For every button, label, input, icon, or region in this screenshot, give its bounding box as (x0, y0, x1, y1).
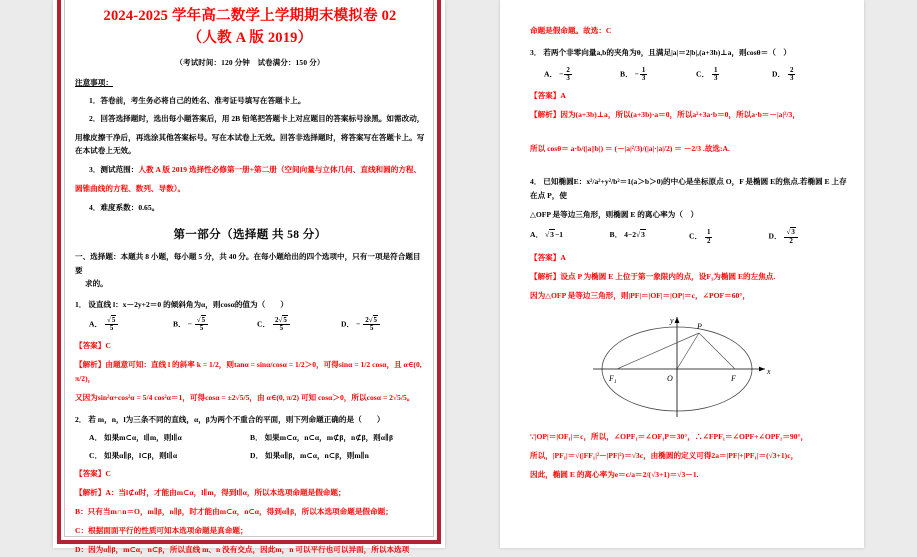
question-1-explanation (75, 358, 425, 388)
label-F1: $F_1$ (608, 374, 617, 385)
question-4-explanation-2: 因为△OFP 是等边三角形，则|PF|＝|OF|＝|OP|＝c，∠POF＝60°， (530, 289, 848, 304)
explanation-text: 由题意可知：直线 l 的斜率 k = 1/2，则tanα = sinα/cosα = 1/2＞0，可得sinα = 1/2 cosα，且 α∈(0, π/2)， (75, 360, 422, 384)
question-4-answer (530, 252, 848, 263)
label-y-axis: y (669, 316, 674, 325)
explanation-label: 【解析】 (75, 488, 105, 497)
question-4-option-a[interactable]: A． √ 3−1 (530, 229, 610, 245)
question-4-options (530, 229, 848, 245)
question-1-option-a[interactable]: A． √ $\frac{5}{5}$ (75, 317, 173, 333)
notice-item-3-scope: 人教 A 版 2019 选择性必修第一册+第二册（空间向量与立体几何、直线和圆的方程、 (138, 165, 421, 174)
question-2-stem (75, 413, 425, 427)
option-key: D． (341, 320, 354, 329)
part-one-heading: 第一部分（选择题 共 58 分） (75, 226, 425, 242)
answer-label: 【答案】 (75, 341, 105, 350)
question-4-text: 已知椭圆E：x²/a²+y²/b²＝1(a＞b＞0)的中心是坐标原点 O，F 是椭圆 E的焦点.若椭圆 E 上存在点 P，使 (530, 177, 847, 200)
question-3-option-c[interactable]: C． $\frac{1}{3}$ (696, 67, 772, 83)
question-4-stem (530, 175, 848, 203)
answer-value: A (560, 253, 565, 262)
question-4-option-b[interactable]: B． 4−2 √ 3 (610, 229, 690, 245)
notice-heading: 注意事项： (75, 77, 425, 88)
question-2-options-row1 (75, 432, 425, 443)
option-key: C． (689, 232, 702, 241)
option-key: A． (89, 433, 102, 442)
question-1-stem (75, 298, 425, 312)
option-key: B． (610, 230, 623, 239)
notice-item-2-cont: 用橡皮擦干净后，再选涂其他答案标号。写在本试卷上无效。回答非选择题时，将答案写在答题卡上。写在本试卷上无效。 (75, 131, 425, 158)
notice-item-4: 4．难度系数：0.65。 (75, 201, 425, 214)
question-2-option-a[interactable] (75, 432, 250, 443)
document-page-left (53, 0, 445, 548)
document-page-right (500, 0, 864, 548)
answer-value: A (560, 91, 565, 100)
exam-meta: （考试时间：120 分钟 试卷满分：150 分） (75, 57, 425, 68)
label-F: F (730, 374, 736, 383)
question-1-options (75, 317, 425, 333)
y-axis-arrow (675, 317, 680, 323)
answer-label: 【答案】 (530, 253, 560, 262)
question-2-explanation-tail: 命题是假命题。故选：C (530, 24, 848, 39)
exam-title-line1: 2024-2025 学年高二数学上学期期末模拟卷 02 (75, 6, 425, 27)
answer-label: 【答案】 (75, 469, 105, 478)
question-4-explanation-4: 所以，|PF₁|＝√(|FF₁|²－|PF|²)＝√3c，由椭圆的定义可得2a＝|PF|+|PF₁|＝(√3+1)c， (530, 449, 848, 464)
question-1-option-d[interactable]: D． − $\frac{2 √ 5}{5}$ (341, 317, 425, 333)
notice-item-1: 1．答卷前，考生务必将自己的姓名、准考证号填写在答题卡上。 (75, 94, 425, 107)
option-key: C． (696, 69, 709, 78)
option-key: B． (250, 433, 263, 442)
question-2-options-row2 (75, 450, 425, 461)
question-2-explanation-c: C：根据面面平行的性质可知本选项命题是真命题； (75, 524, 425, 539)
option-key: C． (89, 451, 102, 460)
label-x-axis: x (766, 367, 771, 376)
question-4-explanation-3: ∵|OP|＝|OF₁|＝c，所以，∠OPF₁＝∠OF₁P＝30°，∴∠FPF₁＝∠OPF+∠OPF₁＝90°， (530, 430, 848, 445)
label-P: P (696, 322, 702, 331)
question-2-option-b[interactable] (250, 432, 425, 443)
answer-value: C (105, 469, 110, 478)
question-1-option-b[interactable]: B． − √ $\frac{5}{5}$ (173, 317, 257, 333)
question-3-answer (530, 90, 848, 101)
option-key: C． (257, 320, 270, 329)
option-key: D． (769, 232, 782, 241)
question-2-answer (75, 468, 425, 479)
question-3-number: 3． (530, 48, 541, 57)
segment-F-P (699, 333, 735, 369)
option-key: D． (772, 69, 785, 78)
explanation-text: 设点 P 为椭圆 E 上位于第一象限内的点，设F₁为椭圆 E的左焦点. (560, 272, 775, 281)
question-2-number: 2． (75, 415, 86, 424)
question-2-explanation-b: B：只有当m∩n＝O，m∥β，n∥β，时才能由m⊂α，n⊂α，得到α∥β，所以本选项命题是假命题； (75, 505, 425, 520)
option-text: 如果α∥β，m⊂α，n⊂β，则m∥n (265, 451, 369, 460)
question-1-answer (75, 340, 425, 351)
explanation-text: 因为(a+3b)⊥a，所以(a+3b)·a＝0，所以a²+3a·b＝0，所以a·b＝－|a|²/3， (560, 110, 800, 119)
segment-O-P (677, 333, 699, 369)
question-1-number: 1． (75, 300, 86, 309)
option-key: B． (620, 69, 633, 78)
x-axis-arrow (759, 367, 765, 372)
question-2-explanation-d: D：因为α∥β，m⊂α，n⊂β，所以直线 m、n 没有交点，因此m，n 可以平行也可以异面，所以本选项 (75, 543, 425, 557)
question-3-options (530, 67, 848, 83)
option-text: 如果α∥β，l⊂β，则l∥α (104, 451, 177, 460)
question-3-stem (530, 46, 848, 60)
question-1-explanation-cont: 又因为sin²α+cos²α = 5/4 cos²α＝1，可得cosα = ±2√5/5，由 α∈(0, π/2) 可知 cosα＞0，所以cosα = 2√5/5。 (75, 391, 425, 406)
answer-value: C (105, 341, 110, 350)
segment-F1-P (617, 333, 699, 369)
question-2-explanation (75, 486, 425, 501)
option-key: A． (89, 320, 102, 329)
choice-instructions (75, 250, 425, 291)
notice-item-2: 2．回答选择题时，选出每小题答案后，用 2B 铅笔把答题卡上对应题目的答案标号涂黑。如需改动， (75, 112, 425, 125)
exam-title-line2: （人教 A 版 2019） (75, 28, 425, 49)
question-3-text: 若两个非零向量a,b的夹角为θ，且满足|a|＝2|b|,(a+3b)⊥a，则cosθ＝（ ） (543, 48, 791, 57)
explanation-label: 【解析】 (530, 110, 560, 119)
question-3-explanation (530, 108, 848, 123)
question-2-text: 若 m，n，l为三条不同的直线，α，β为两个不重合的平面，则下列命题正确的是（ ） (88, 415, 384, 424)
option-text: 如果m⊂α，l∥m，则l∥α (104, 433, 182, 442)
question-3-option-b[interactable]: B． − $\frac{1}{3}$ (620, 67, 696, 83)
question-3-explanation-cont: 所以 cosθ＝ a·b/(|a||b|) ＝ (－|a|²/3)/(|a|·|a|/2) ＝ －2/3 .故选:A. (530, 142, 848, 157)
explanation-label: 【解析】 (75, 360, 105, 369)
question-2-option-d[interactable] (250, 450, 425, 461)
option-key: A． (530, 230, 543, 239)
choice-instructions-text2: 求的。 (75, 277, 425, 291)
choice-instructions-text: 一、选择题：本题共 8 小题，每小题 5 分，共 40 分。在每小题给出的四个选项中，只有一项是符合题目要 (75, 252, 421, 275)
notice-item-3-prefix: 3．测试范围： (89, 165, 138, 174)
label-O: O (667, 374, 673, 383)
question-4-stem-cont: △OFP 是等边三角形，则椭圆 E 的离心率为（ ） (530, 208, 848, 222)
option-key: A． (544, 69, 557, 78)
question-4-number: 4． (530, 177, 541, 186)
question-4-explanation-5: 因此，椭圆 E 的离心率为e＝c/a＝2/(√3+1)＝√3－1. (530, 468, 848, 483)
question-4-option-d[interactable]: D． √ $\frac{3}{2}$ (769, 229, 849, 245)
ellipse-diagram-svg (589, 311, 789, 423)
ellipse-figure (530, 311, 848, 423)
question-4-option-c[interactable]: C． $\frac{1}{2}$ (689, 229, 769, 245)
option-key: D． (250, 451, 263, 460)
notice-item-3 (75, 163, 425, 176)
question-3-option-a[interactable]: A． − $\frac{2}{3}$ (530, 67, 620, 83)
question-4-explanation (530, 270, 848, 285)
option-key: B． (173, 320, 186, 329)
question-1-text: 设直线 l：x－2y+2＝0 的倾斜角为α，则cosα的值为（ ） (88, 300, 288, 309)
question-3-option-d[interactable]: D． $\frac{2}{3}$ (772, 67, 848, 83)
question-1-option-c[interactable]: C． $\frac{2 √ 5}{5}$ (257, 317, 341, 333)
question-2-option-c[interactable] (75, 450, 250, 461)
explanation-label: 【解析】 (530, 272, 560, 281)
notice-item-3-cont: 圆锥曲线的方程、数列、导数）。 (75, 182, 425, 195)
explanation-text: A：当l⊄α时，才能由m⊂α，l∥m，得到l∥α，所以本选项命题是假命题； (105, 488, 345, 497)
option-text: 如果m⊂α，n⊂α，m⊄β，n⊄β，则α∥β (265, 433, 393, 442)
answer-label: 【答案】 (530, 91, 560, 100)
